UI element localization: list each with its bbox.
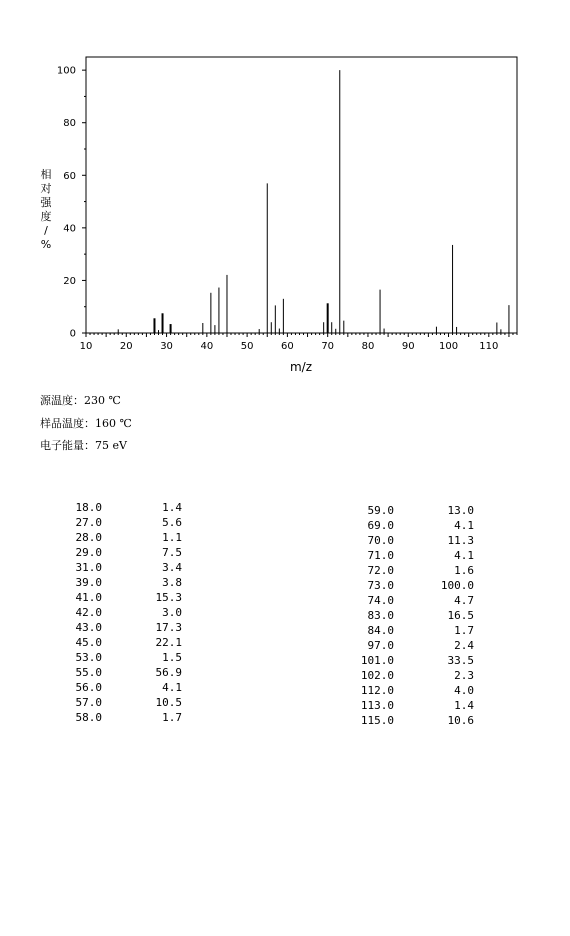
intensity-value: 4.1 xyxy=(162,681,182,694)
intensity-value: 2.3 xyxy=(454,669,474,682)
intensity-value: 11.3 xyxy=(447,534,474,547)
mz-value: 115.0 xyxy=(360,714,394,727)
mz-value: 42.0 xyxy=(75,606,102,619)
intensity-value: 2.4 xyxy=(454,639,474,652)
table-row xyxy=(332,533,474,548)
mz-value: 83.0 xyxy=(367,609,394,622)
table-row xyxy=(40,665,182,680)
mz-value: 56.0 xyxy=(75,681,102,694)
intensity-value: 22.1 xyxy=(155,636,182,649)
peak-series xyxy=(118,70,509,333)
x-tick-label: 60 xyxy=(281,341,294,352)
peak-table-right xyxy=(332,503,474,728)
intensity-value: 4.7 xyxy=(454,594,474,607)
intensity-value: 10.5 xyxy=(155,696,182,709)
y-tick-label: 80 xyxy=(63,118,76,130)
mz-value: 69.0 xyxy=(367,519,394,532)
intensity-value: 7.5 xyxy=(162,546,182,559)
x-tick-label: 30 xyxy=(160,341,173,352)
table-row xyxy=(40,545,182,560)
mz-value: 71.0 xyxy=(367,549,394,562)
table-row xyxy=(332,563,474,578)
table-row xyxy=(332,518,474,533)
sample-temperature: 样品温度：160 ℃ xyxy=(40,417,132,430)
intensity-value: 4.0 xyxy=(454,684,474,697)
intensity-value: 10.6 xyxy=(447,714,474,727)
mz-value: 59.0 xyxy=(367,504,394,517)
electron-energy: 电子能量：75 eV xyxy=(40,439,127,452)
intensity-value: 16.5 xyxy=(447,609,474,622)
peak-table-left xyxy=(40,500,182,725)
mz-value: 58.0 xyxy=(75,711,102,724)
intensity-value: 15.3 xyxy=(155,591,182,604)
table-row xyxy=(40,500,182,515)
intensity-value: 4.1 xyxy=(454,519,474,532)
table-row xyxy=(332,683,474,698)
mz-value: 74.0 xyxy=(367,594,394,607)
y-axis-label xyxy=(41,167,53,251)
x-tick-label: 40 xyxy=(200,341,214,352)
x-axis-label: m/z xyxy=(289,360,313,374)
y-axis-label-char: 度 xyxy=(40,210,52,223)
table-row xyxy=(332,638,474,653)
mz-value: 27.0 xyxy=(75,516,102,529)
table-row xyxy=(40,710,182,725)
intensity-value: 5.6 xyxy=(162,516,182,529)
intensity-value: 1.5 xyxy=(162,651,182,664)
table-row xyxy=(332,593,474,608)
mz-value: 72.0 xyxy=(367,564,394,577)
y-tick-label: 40 xyxy=(63,223,76,235)
intensity-value: 1.1 xyxy=(162,531,182,544)
y-tick-label: 60 xyxy=(63,170,76,182)
x-tick-label: 70 xyxy=(321,341,335,352)
mz-value: 31.0 xyxy=(75,561,102,574)
mz-value: 55.0 xyxy=(75,666,102,679)
table-row xyxy=(332,503,474,518)
y-axis-label-char: 对 xyxy=(40,182,52,195)
intensity-value: 1.4 xyxy=(162,501,182,514)
table-row xyxy=(40,620,182,635)
y-axis-label-char: 相 xyxy=(40,168,52,181)
table-row xyxy=(332,668,474,683)
mz-value: 101.0 xyxy=(360,654,394,667)
x-axis-ticks xyxy=(80,333,517,352)
source-temperature: 源温度：230 ℃ xyxy=(40,394,121,407)
mz-value: 102.0 xyxy=(360,669,394,682)
intensity-value: 1.7 xyxy=(162,711,182,724)
table-row xyxy=(40,695,182,710)
table-row xyxy=(332,608,474,623)
table-row xyxy=(40,530,182,545)
x-tick-label: 110 xyxy=(479,341,499,352)
mz-value: 57.0 xyxy=(75,696,102,709)
x-tick-label: 20 xyxy=(119,341,133,352)
intensity-value: 1.6 xyxy=(454,564,474,577)
intensity-value: 3.8 xyxy=(162,576,182,589)
y-tick-label: 100 xyxy=(56,65,76,77)
x-tick-label: 50 xyxy=(240,341,254,352)
y-axis-ticks xyxy=(57,66,86,340)
mz-value: 112.0 xyxy=(360,684,394,697)
mz-value: 113.0 xyxy=(360,699,394,712)
mz-value: 41.0 xyxy=(75,591,102,604)
mz-value: 73.0 xyxy=(367,579,394,592)
table-row xyxy=(40,575,182,590)
table-row xyxy=(332,653,474,668)
mz-value: 18.0 xyxy=(75,501,102,514)
intensity-value: 33.5 xyxy=(447,654,474,667)
y-axis-label-char: 强 xyxy=(40,196,52,209)
x-tick-label: 10 xyxy=(79,341,93,352)
table-row xyxy=(40,635,182,650)
y-tick-label: 20 xyxy=(63,275,76,287)
intensity-value: 1.4 xyxy=(454,699,474,712)
mz-value: 84.0 xyxy=(367,624,394,637)
table-row xyxy=(40,605,182,620)
mz-value: 53.0 xyxy=(75,651,102,664)
mz-value: 70.0 xyxy=(367,534,394,547)
table-row xyxy=(332,578,474,593)
intensity-value: 100.0 xyxy=(440,579,474,592)
mz-value: 45.0 xyxy=(75,636,102,649)
mz-value: 29.0 xyxy=(75,546,102,559)
intensity-value: 56.9 xyxy=(155,666,182,679)
table-row xyxy=(332,698,474,713)
table-row xyxy=(40,650,182,665)
intensity-value: 1.7 xyxy=(454,624,474,637)
table-row xyxy=(40,560,182,575)
mz-value: 97.0 xyxy=(367,639,394,652)
mass-spectrum-chart xyxy=(0,0,570,380)
x-tick-label: 100 xyxy=(438,341,459,352)
table-row xyxy=(332,548,474,563)
intensity-value: 3.4 xyxy=(162,561,182,574)
table-row xyxy=(332,713,474,728)
mz-value: 43.0 xyxy=(75,621,102,634)
x-tick-label: 90 xyxy=(401,341,415,352)
table-row xyxy=(332,623,474,638)
table-row xyxy=(40,515,182,530)
intensity-value: 4.1 xyxy=(454,549,474,562)
intensity-value: 3.0 xyxy=(162,606,182,619)
y-axis-label-char: % xyxy=(40,238,52,251)
intensity-value: 17.3 xyxy=(155,621,182,634)
table-row xyxy=(40,590,182,605)
y-axis-label-char: / xyxy=(44,224,48,237)
x-tick-label: 80 xyxy=(361,341,375,352)
y-tick-label: 0 xyxy=(69,328,76,340)
intensity-value: 13.0 xyxy=(447,504,474,517)
mz-value: 39.0 xyxy=(75,576,102,589)
table-row xyxy=(40,680,182,695)
mz-value: 28.0 xyxy=(75,531,102,544)
